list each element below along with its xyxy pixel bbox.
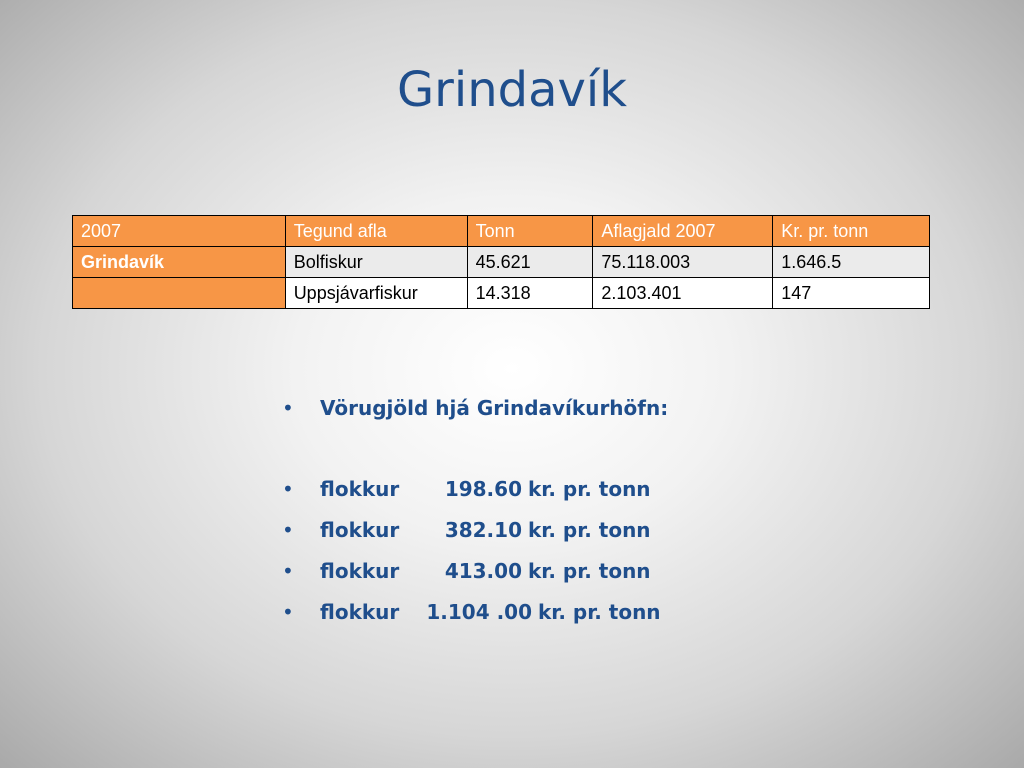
table-header-cell: Tonn [467,216,593,247]
table-header-cell: Aflagjald 2007 [593,216,773,247]
bullet-label: flokkur [320,477,400,501]
table-row-header-cell [73,278,286,309]
bullet-list [282,388,668,633]
bullet-item [282,592,668,633]
table-cell: 14.318 [467,278,593,309]
bullet-item-intro [282,388,668,429]
table-header-cell: 2007 [73,216,286,247]
table-row-header-cell: Grindavík [73,247,286,278]
table-cell: Bolfiskur [285,247,467,278]
bullet-unit: kr. pr. tonn [528,559,651,583]
bullet-value: 413.00 [444,559,522,583]
data-table [72,215,930,309]
table-row [73,247,930,278]
table-cell: 147 [773,278,930,309]
bullet-label: flokkur [320,518,400,542]
table-row [73,278,930,309]
bullet-icon: • [282,396,294,420]
table-header-cell: Kr. pr. tonn [773,216,930,247]
table-cell: Uppsjávarfiskur [285,278,467,309]
bullet-item [282,510,668,551]
bullet-icon: • [282,559,294,583]
bullet-icon: • [282,477,294,501]
bullet-label: flokkur [320,559,400,583]
bullet-value: 1.104 .00 [426,600,532,624]
bullet-icon: • [282,600,294,624]
bullet-value: 198.60 [444,477,522,501]
bullet-label: flokkur [320,600,400,624]
bullet-item [282,551,668,592]
table-cell: 45.621 [467,247,593,278]
bullet-intro-text: Vörugjöld hjá Grindavíkurhöfn: [320,396,669,420]
table-header-row [73,216,930,247]
slide-title: Grindavík [396,62,628,118]
table-cell: 1.646.5 [773,247,930,278]
table-cell: 75.118.003 [593,247,773,278]
bullet-unit: kr. pr. tonn [528,518,651,542]
table-header-cell: Tegund afla [285,216,467,247]
bullet-item [282,469,668,510]
bullet-unit: kr. pr. tonn [538,600,661,624]
bullet-icon: • [282,518,294,542]
bullet-value: 382.10 [444,518,522,542]
bullet-unit: kr. pr. tonn [528,477,651,501]
table-cell: 2.103.401 [593,278,773,309]
